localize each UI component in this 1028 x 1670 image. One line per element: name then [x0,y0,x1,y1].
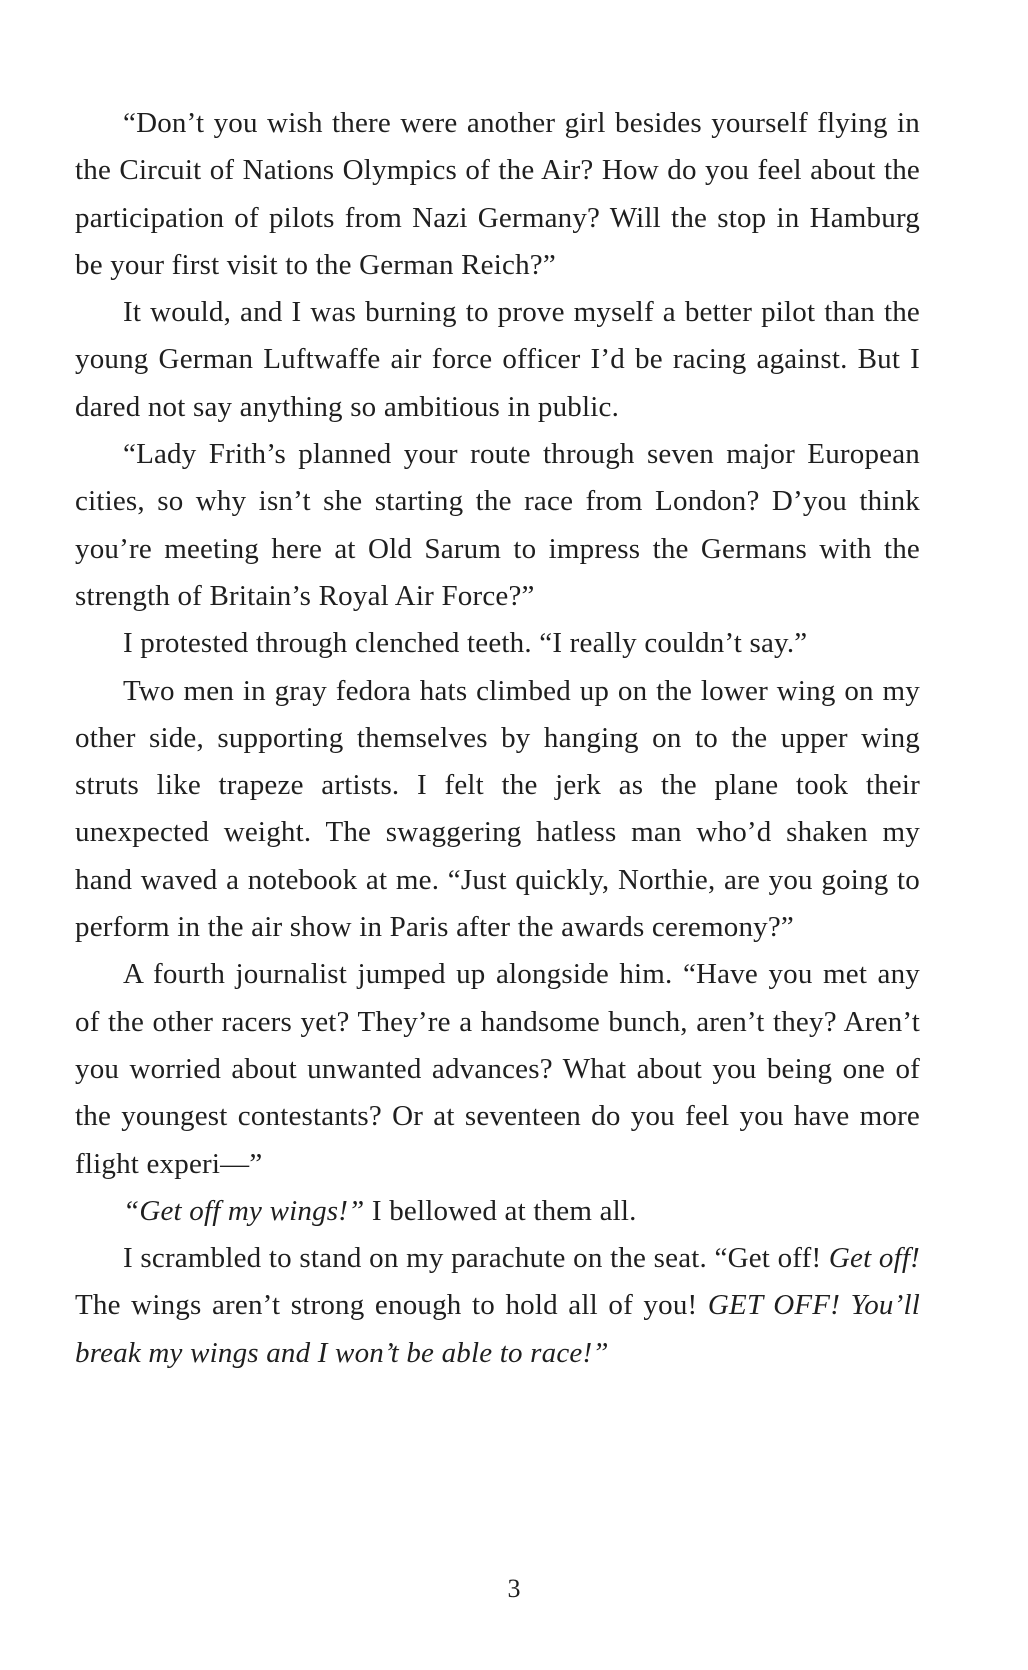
paragraph-5: Two men in gray fedora hats climbed up on the lower wing on my other side, supporting themselves by hanging on to the upper wing struts like trapeze artists. I felt the jerk as the plane took their unexpected weight. The swaggering hatless man who’d shaken my hand waved a notebook at me. “Just quickly, Northie, are you going to perform in the air show in Paris after the awards ceremony?” [75,674,920,944]
paragraph-8 [75,1235,920,1377]
shout-italic: “Get off my wings!” [123,1194,365,1227]
paragraph-7 [75,1188,920,1235]
shout-rest: I bellowed at them all. [364,1194,637,1227]
paragraph-3: “Lady Frith’s planned your route through seven major European cities, so why isn’t she starting the race from London? D’you think you’re meeting here at Old Sarum to impress the Germans with the strength of Britain’s Royal Air Force?” [75,438,920,612]
paragraph-4: I protested through clenched teeth. “I really couldn’t say.” [123,627,808,660]
paragraph-6: A fourth journalist jumped up alongside him. “Have you met any of the other racers yet? They’re a handsome bunch, aren’t they? Aren’t you worried about unwanted advances? What about you being one of the youngest contestants? Or at seventeen do you feel you have more flight experi—” [75,958,920,1180]
final-part-1: I scrambled to stand on my parachute on the seat. “Get off! [123,1242,829,1275]
final-italic-1: Get off! [828,1242,920,1275]
final-part-2: The wings aren’t strong enough to hold all of you! [75,1289,708,1322]
paragraph-2: It would, and I was burning to prove myself a better pilot than the young German Luftwaffe air force officer I’d be racing against. But I dared not say anything so ambitious in public. [75,296,920,423]
page-number: 3 [507,1574,521,1603]
paragraph-1: “Don’t you wish there were another girl besides yourself flying in the Circuit of Nations Olympics of the Air? How do you feel about the participation of pilots from Nazi Germany? Will the stop in Hamburg be your first visit to the German Reich?” [75,107,920,281]
page-body [75,100,920,1377]
final-italic-2: GET OFF! You’ll break my wings and I won’t be able to race!” [75,1289,921,1369]
